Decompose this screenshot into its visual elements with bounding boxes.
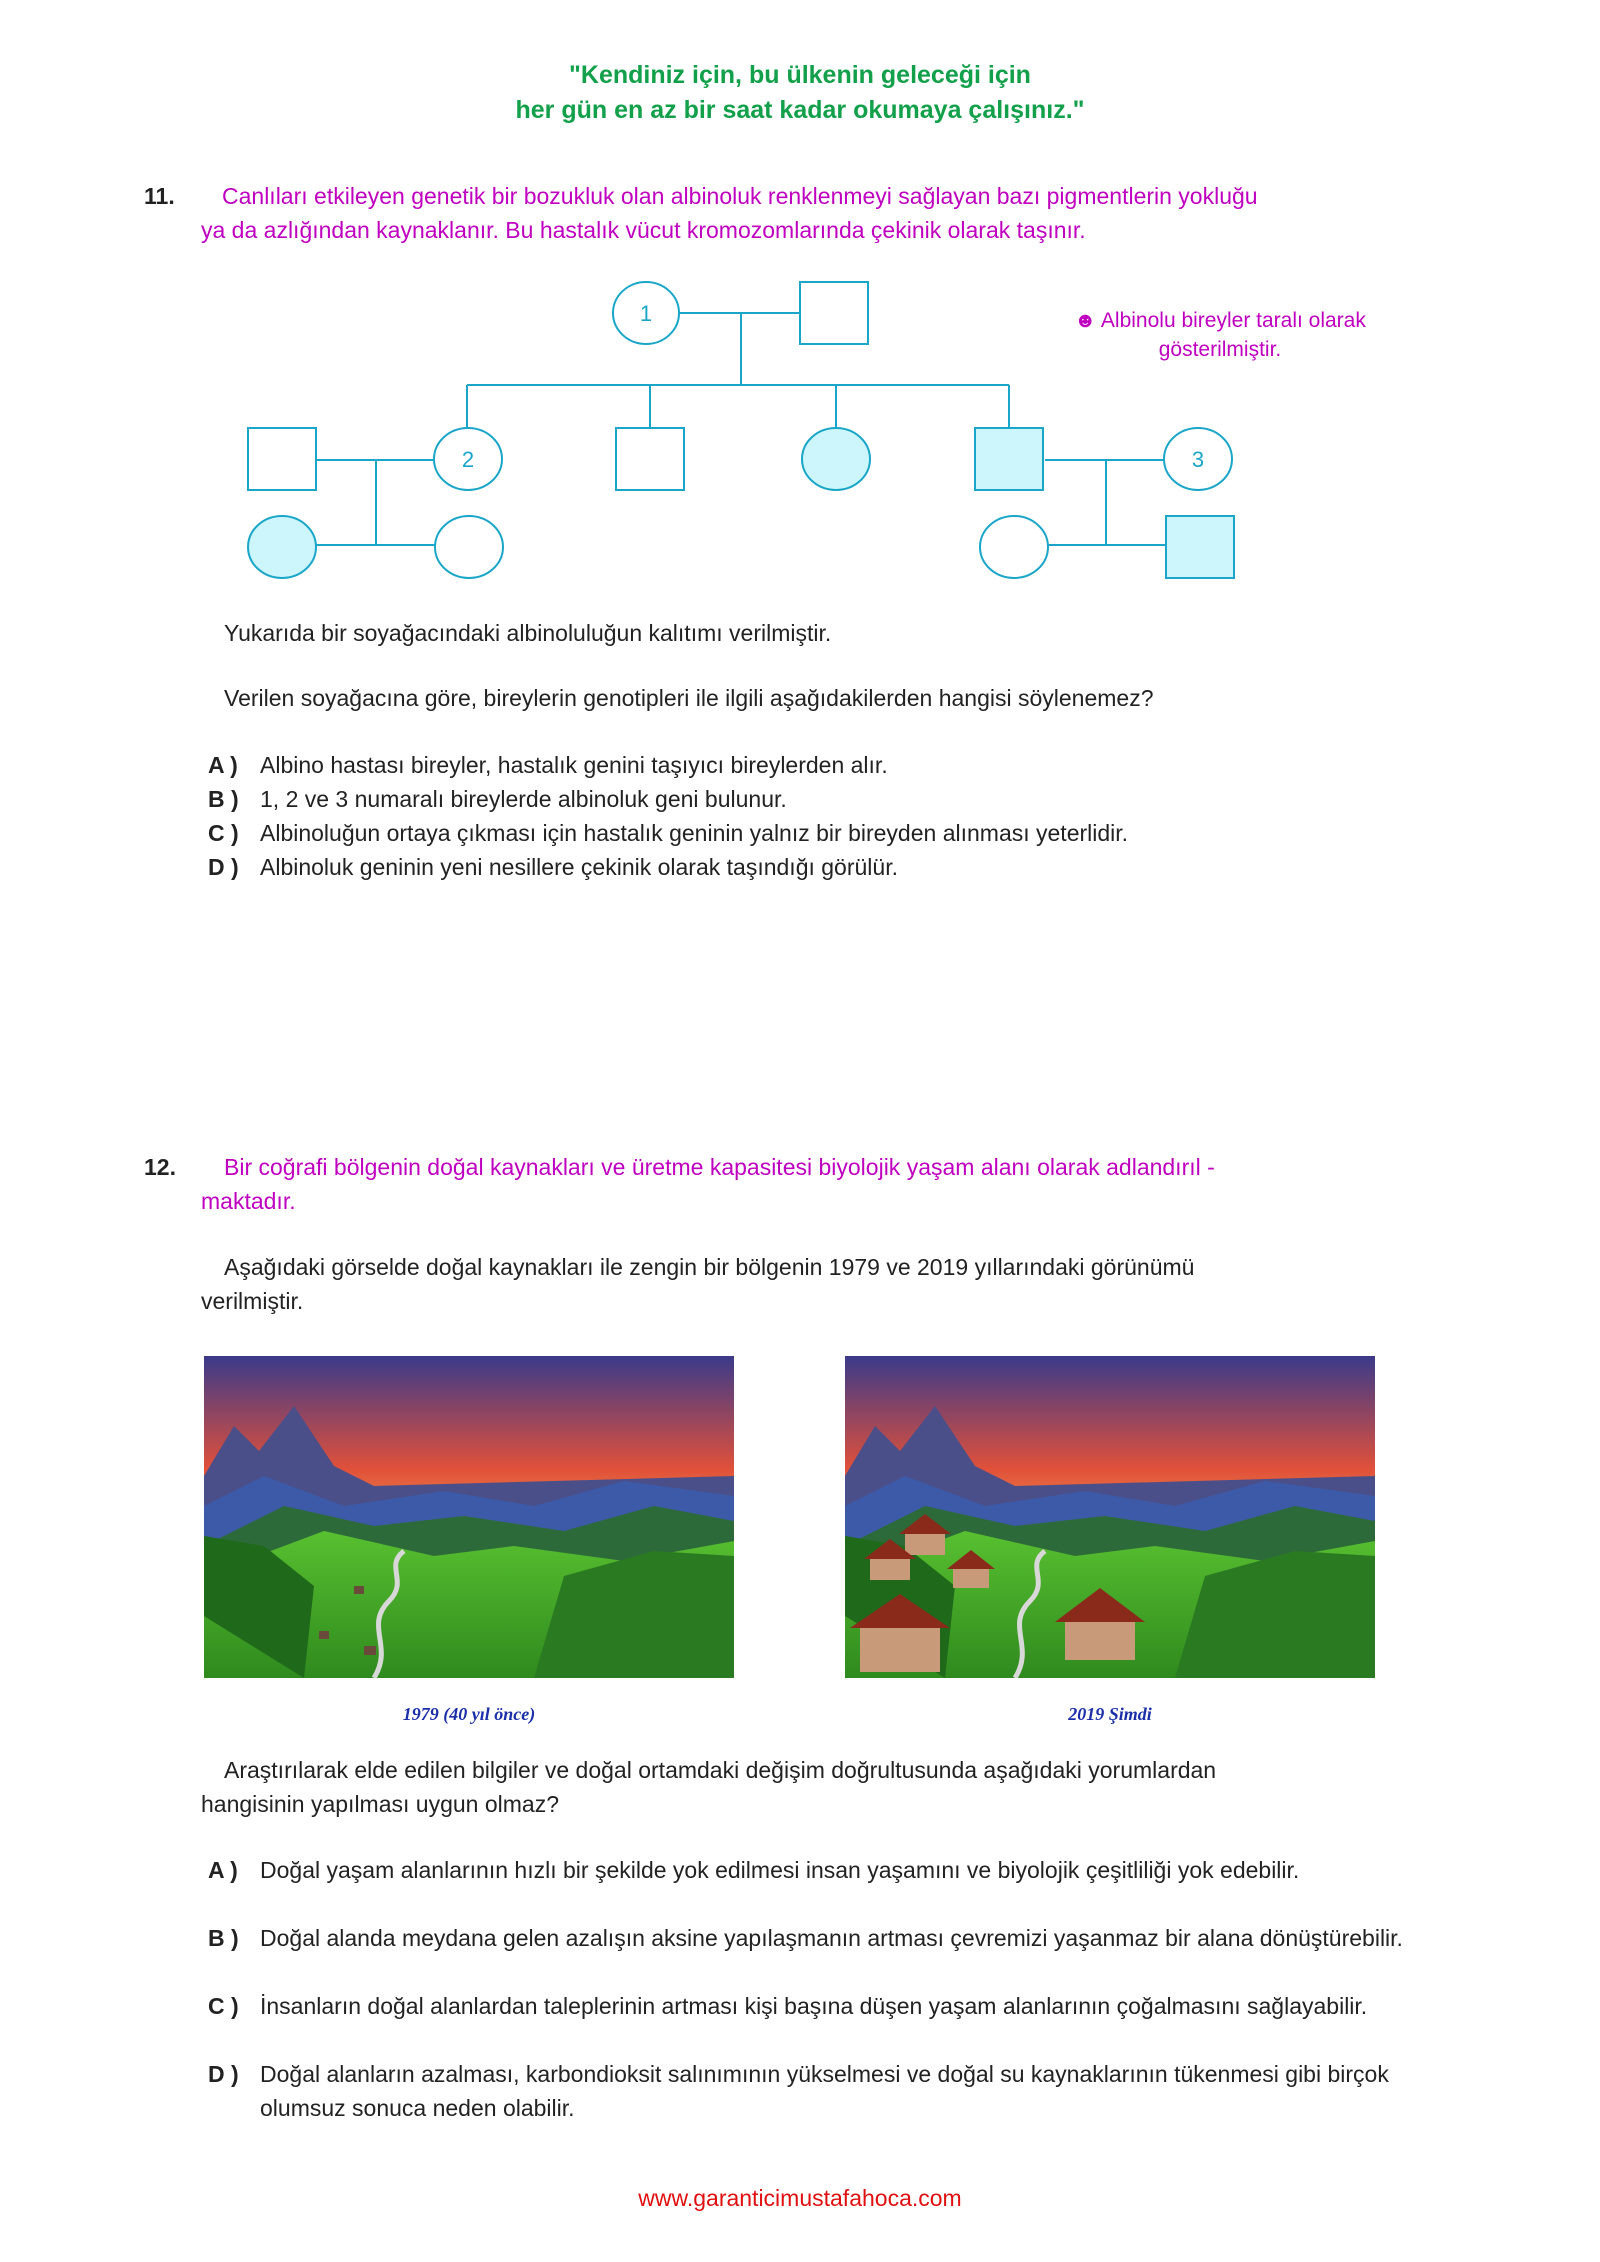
motto-quote (0, 58, 1600, 128)
option-letter: D ) (208, 2061, 239, 2087)
legend-note-line-2: gösterilmiştir. (1158, 338, 1282, 361)
question-11-stem-line-2: ya da azlığından kaynaklanır. Bu hastalık vücut kromozomlarında çekinik olarak taşınır. (201, 217, 1086, 243)
question-12-question-line-2: hangisinin yapılması uygun olmaz? (201, 1791, 559, 1817)
q11-option-b[interactable] (208, 782, 1428, 816)
option-text: İnsanların doğal alanlardan taleplerinin artması kişi başına düşen yaşam alanlarının çoğalmasını sağlayabilir. (260, 1993, 1368, 2019)
landscape-1979-image (204, 1356, 734, 1678)
gen2-affected-female (802, 428, 870, 490)
option-text: Doğal yaşam alanlarının hızlı bir şekilde yok edilmesi insan yaşamını ve biyolojik çeşitliliği yok edebilir. (260, 1857, 1300, 1883)
option-text: 1, 2 ve 3 numaralı bireylerde albinoluk geni bulunur. (260, 786, 787, 812)
option-letter: B ) (208, 786, 239, 812)
gen1-male (800, 282, 868, 344)
question-12-question-line-1: Araştırılarak elde edilen bilgiler ve doğal ortamdaki değişim doğrultusunda aşağıdaki yorumlardan (224, 1757, 1217, 1783)
caption-1979: 1979 (40 yıl önce) (402, 1704, 536, 1724)
option-letter: B ) (208, 1925, 239, 1951)
option-text: Albinoluğun ortaya çıkması için hastalık geninin yalnız bir bireyden alınması yeterlidir. (260, 820, 1129, 846)
motto-line-2: her gün en az bir saat kadar okumaya çalışınız." (515, 96, 1085, 124)
q12-option-b[interactable] (208, 1921, 1428, 1955)
option-letter: C ) (208, 1993, 239, 2019)
individual-1-label: 1 (639, 301, 653, 326)
option-letter: A ) (208, 1857, 238, 1883)
gen3-affected-male-right (1166, 516, 1234, 578)
option-text: Albinoluk geninin yeni nesillere çekinik olarak taşındığı görülür. (260, 854, 898, 880)
q11-option-a[interactable] (208, 748, 1428, 782)
gen2-affected-male (975, 428, 1043, 490)
question-12-number: 12. (144, 1154, 176, 1180)
gen2-spouse-male-left (248, 428, 316, 490)
question-11-number: 11. (144, 183, 175, 209)
gen2-male (616, 428, 684, 490)
option-text: Doğal alanda meydana gelen azalışın aksine yapılaşmanın artması çevremizi yaşanmaz bir alana dönüştürebilir. (260, 1925, 1403, 1951)
question-11-question: Verilen soyağacına göre, bireylerin genotipleri ile ilgili aşağıdakilerden hangisi söylenemez? (224, 685, 1154, 711)
q12-option-d[interactable] (208, 2057, 1428, 2125)
gen3-affected-female-left (248, 516, 316, 578)
footer-website: www.garanticimustafahoca.com (638, 2185, 962, 2211)
individual-3-label: 3 (1191, 447, 1205, 472)
question-12-intro-line-2: verilmiştir. (201, 1288, 304, 1314)
legend-note-line-1: ☻ Albinolu bireyler taralı olarak (1074, 309, 1366, 332)
motto-line-1: "Kendiniz için, bu ülkenin geleceği için (569, 61, 1031, 89)
q12-option-c[interactable] (208, 1989, 1428, 2023)
q11-option-c[interactable] (208, 816, 1428, 850)
option-text: Doğal alanların azalması, karbondioksit salınımının yükselmesi ve doğal su kaynaklarının tükenmesi gibi birçok olumsuz sonuca neden olabilir. (260, 2061, 1389, 2121)
option-letter: A ) (208, 752, 238, 778)
q12-option-a[interactable] (208, 1853, 1428, 1887)
question-12-stem-line-1: Bir coğrafi bölgenin doğal kaynakları ve üretme kapasitesi biyolojik yaşam alanı olarak adlandırıl - (224, 1154, 1215, 1180)
landscape-2019-image (845, 1356, 1375, 1678)
pedigree-legend-note (1030, 306, 1410, 364)
gen3-female-right (980, 516, 1048, 578)
option-letter: D ) (208, 854, 239, 880)
question-11-stem-line-1: Canlıları etkileyen genetik bir bozukluk olan albinoluk renklenmeyi sağlayan bazı pigmentlerin yokluğu (222, 183, 1258, 209)
question-12-intro-line-1: Aşağıdaki görselde doğal kaynakları ile zengin bir bölgenin 1979 ve 2019 yıllarındaki görünümü (224, 1254, 1195, 1280)
gen3-female-left (435, 516, 503, 578)
caption-2019: 2019 Şimdi (1068, 1704, 1152, 1724)
q11-option-d[interactable] (208, 850, 1428, 884)
question-12-stem-line-2: maktadır. (201, 1188, 296, 1214)
question-11-info: Yukarıda bir soyağacındaki albinoluluğun kalıtımı verilmiştir. (224, 620, 832, 646)
option-text: Albino hastası bireyler, hastalık genini taşıyıcı bireylerden alır. (260, 752, 888, 778)
individual-2-label: 2 (461, 447, 475, 472)
option-letter: C ) (208, 820, 239, 846)
